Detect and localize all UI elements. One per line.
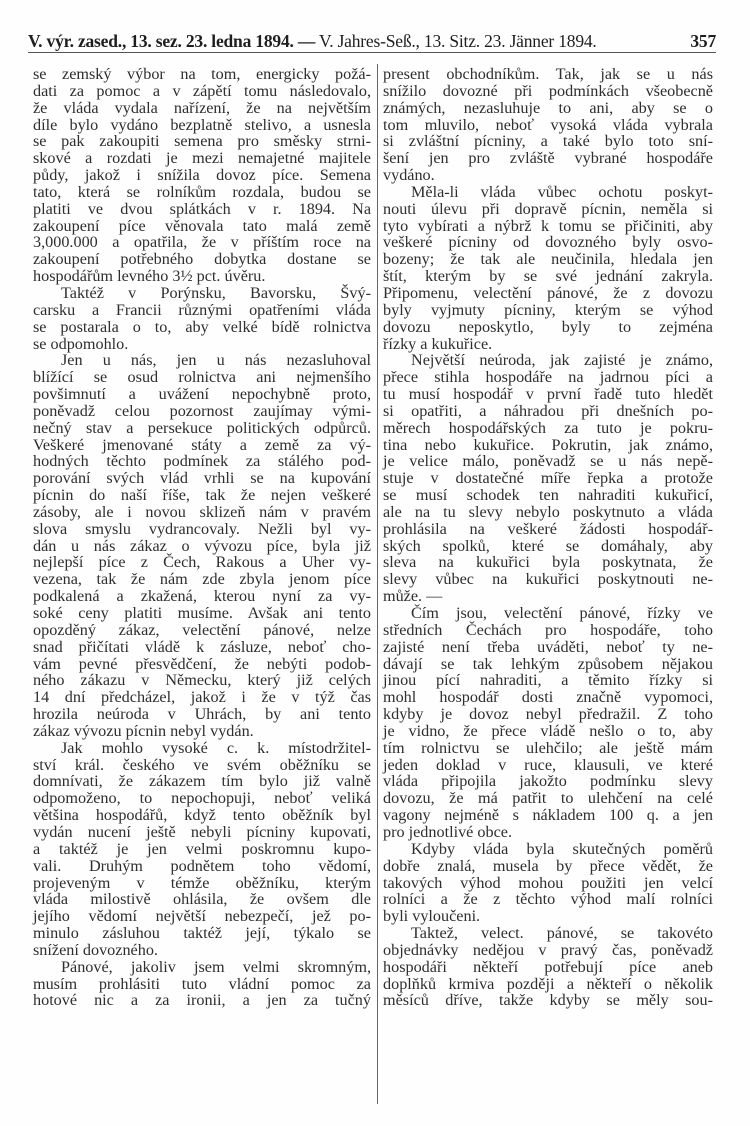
text-line: se pak zakoupiti semena pro směsky strni- xyxy=(33,132,371,151)
text-line: přece stihla hospodáře na jadrnou píci a xyxy=(383,368,713,387)
text-line: Taktež, velect. pánové, se takovéto xyxy=(411,924,713,943)
text-line: byli vyloučeni. xyxy=(383,907,481,926)
text-line: blížící se osud rolnictva ani nejmenšího xyxy=(33,368,371,387)
text-line: nejlepší píce z Čech, Rakous a Uher vy- xyxy=(33,553,371,572)
text-line: musím prohlásiti tuto vládní pomoc za xyxy=(33,974,371,993)
right-column xyxy=(383,66,713,1009)
text-line: pro jednotlivé obce. xyxy=(383,822,513,841)
text-line: Největší neúroda, jak zajisté je známo, xyxy=(411,351,713,370)
text-line: ného zákazu v Německu, který již celých xyxy=(33,671,371,690)
text-line: štít, kterým by se své jednání zakryla. xyxy=(383,267,713,286)
text-line: ale na tu slevy nebylo poskytnuto a vláda xyxy=(383,502,713,521)
text-line: se zemský výbor na tom, energicky požá- xyxy=(33,65,371,83)
text-line: soké ceny platiti musíme. Avšak ani tento xyxy=(33,604,371,622)
text-line: Jak mohlo vysoké c. k. místodržitel- xyxy=(61,738,371,757)
text-line: podkalená a zkažená, kterou nyní za vy- xyxy=(33,587,371,606)
text-line: si opatřiti, a náhradou při dnešních po- xyxy=(383,401,713,420)
text-line: půdy, jakož i snížila dovoz píce. Semena xyxy=(33,166,371,185)
text-line: většina hospodářů, když tento oběžník byl xyxy=(33,806,371,825)
text-line: bozeny; že tak ale neučinila, hledala jen xyxy=(383,250,713,269)
text-line: Čím jsou, velectění pánové, řízky ve xyxy=(411,604,713,622)
text-line: domnívati, že zákazem tím bylo již valně xyxy=(33,772,371,791)
text-line: Měla-li vláda vůbec ochotu poskyt- xyxy=(411,182,713,201)
text-line: nouti úlevu při dopravě pícnin, neměla si xyxy=(383,199,713,218)
text-line: dovozu neposkytlo, byly to zejména xyxy=(383,317,713,336)
running-header xyxy=(28,30,716,53)
text-line: hodných těchto podmínek za stálého pod- xyxy=(33,452,371,471)
text-line: snad přičítati vládě k zásluze, neboť cho- xyxy=(33,637,371,656)
text-line: měrech hospodářských za tuto je pokru- xyxy=(383,418,713,437)
text-line: jinou pící nahraditi, a těmito řízky si xyxy=(383,671,713,690)
text-line: vydáno. xyxy=(383,166,435,185)
text-line: tu musí hospodář v první řadě tuto hledět xyxy=(383,385,713,404)
text-line: dati za pomoc a v zápětí tomu následovalo, xyxy=(33,81,371,100)
text-line: 3,000.000 a opatřila, že v příštím roce na xyxy=(33,233,371,252)
text-line: Kdyby vláda byla skutečných poměrů xyxy=(411,839,713,858)
left-column xyxy=(33,66,371,1009)
text-line: zakoupení potřebného dobytka dostane se xyxy=(33,250,371,269)
text-line: může. — xyxy=(383,587,443,606)
text-line: vydán nucení ještě nebyli pícniny kupovati, xyxy=(33,822,371,841)
text-line: Připomenu, velectění pánové, že z dovozu xyxy=(383,283,713,302)
text-line: vláda milostivě ohlásila, že ovšem dle xyxy=(33,890,371,909)
text-line: jeden doklad v ruce, klausuli, ve které xyxy=(383,755,713,774)
text-line: že vláda vydala nařízení, že na největším xyxy=(33,98,371,117)
text-line: vláda připojila jakožto podmínku slevy xyxy=(383,772,713,791)
text-line: Veškeré jmenované státy a země za vý- xyxy=(33,435,371,454)
text-line: platiti ve dvou splátkách v r. 1894. Na xyxy=(33,199,371,218)
text-line: mohl hospodář dosti značně vypomoci, xyxy=(383,688,713,707)
text-line: zákaz vývozu pícnin nebyl vydán. xyxy=(33,721,254,740)
text-line: díle bylo vydáno bezplatně stelivo, a usnesla xyxy=(33,115,371,134)
text-line: jejího vědomí největší nebezpečí, jež po- xyxy=(33,907,371,926)
column-divider xyxy=(377,64,378,1104)
text-line: doplňků krmiva později a někteří o několik xyxy=(383,974,713,993)
text-line: ství král. českého ve svém oběžníku se xyxy=(33,755,371,774)
text-line: známých, nezasluhuje to ani, aby se o xyxy=(383,98,713,117)
page-number: 357 xyxy=(690,31,716,51)
text-line: dobře znalá, musela by přece vědět, že xyxy=(383,856,713,875)
text-line: hotové nic a za ironii, a jen za tučný xyxy=(33,991,371,1010)
text-line: poněvadž celou pozornost zaujímay vými- xyxy=(33,401,371,420)
text-line: ských spolků, které se domáhaly, aby xyxy=(383,536,713,555)
text-line: řízky a kukuřice. xyxy=(383,334,493,353)
text-line: carsku a Francii různými opatřeními vláda xyxy=(33,300,371,319)
text-line: objednávky nedějou v pravý čas, poněvadž xyxy=(383,940,713,959)
text-line: Jen u nás, jen u nás nezasluhoval xyxy=(61,351,371,370)
text-line: sleva na kukuřici byla poskytnata, že xyxy=(383,553,713,572)
text-line: skové a rozdati je mezi nemajetné majitele xyxy=(33,149,371,168)
text-line: dávají se tak lehkým způsobem nějakou xyxy=(383,654,713,673)
text-line: zajisté není třeba uváděti, neboť ty ne- xyxy=(383,637,713,656)
text-line: středních Čechách pro hospodáře, toho xyxy=(383,620,713,639)
text-line: hospodářům levného 3½ pct. úvěru. xyxy=(33,267,266,286)
text-line: nečný stav a persekuce politických odpůrců. xyxy=(33,418,371,437)
text-line: stuje v dostatečné míře řepka a protože xyxy=(383,469,713,488)
text-line: vezena, tak že nám zde zbyla jenom píce xyxy=(33,570,371,589)
text-line: pícnin do naší říše, tak že nejen veškeré xyxy=(33,486,371,505)
text-line: zásoby, ale i novou sklizeň nám v pravém xyxy=(33,502,371,521)
text-line: hrozila neúroda v Uhrách, by ani tento xyxy=(33,705,371,724)
text-line: tom mluvilo, neboť vysoká vláda vybrala xyxy=(383,115,713,134)
text-line: tyto vybírati a nýbrž k tomu se přičiniti, aby xyxy=(383,216,713,235)
text-line: byly vyjmuty pícniny, kterým se výhod xyxy=(383,300,713,319)
text-line: zakoupení píce věnovala tato malá země xyxy=(33,216,371,235)
text-line: tato, která se rolníkům rozdala, budou se xyxy=(33,182,371,201)
text-line: Pánové, jakoliv jsem velmi skromným, xyxy=(61,957,371,976)
text-line: porování svých vlád vrhli se na kupování xyxy=(33,469,371,488)
text-line: tím rolnictvu se ulehčilo; ale ještě mám xyxy=(383,738,713,757)
text-line: Taktéž v Porýnsku, Bavorsku, Švý- xyxy=(61,283,371,302)
text-line: se musí schodek ten nahraditi kukuřicí, xyxy=(383,486,713,505)
text-line: dovozu, že má patřit to ulehčení na celé xyxy=(383,789,713,808)
text-line: veškeré pícniny od dovozného byly osvo- xyxy=(383,233,713,252)
text-line: hospodáři někteří potřebují píce aneb xyxy=(383,957,713,976)
text-line: slevy vůbec na kukuřici poskytnouti ne- xyxy=(383,570,713,589)
text-line: rolníci a že z těchto výhod malí rolníci xyxy=(383,890,713,909)
text-line: je vidno, že přece vládě nešlo o to, aby xyxy=(383,721,713,740)
text-line: snížení dovozného. xyxy=(33,940,158,959)
header-czech: V. výr. zased., 13. sez. 23. ledna 1894. — xyxy=(28,31,316,51)
text-line: opozděný zákaz, velectění pánové, nelze xyxy=(33,620,371,639)
text-line: 14 dní předcházel, jakož i že v týž čas xyxy=(33,688,371,707)
text-line: projeveným v témže oběžníku, kterým xyxy=(33,873,371,892)
text-line: present obchodníkům. Tak, jak se u nás xyxy=(383,65,713,83)
text-line: tina nebo kukuřice. Pokrutin, jak známo, xyxy=(383,435,713,454)
text-line: vali. Druhým podnětem toho vědomí, xyxy=(33,856,371,875)
header-german: V. Jahres-Seß., 13. Sitz. 23. Jänner 1894. xyxy=(319,31,597,51)
text-line: je velice málo, poněvadž se u nás nepě- xyxy=(383,452,713,471)
text-line: vám pevné přesvědčení, že nebýti podob- xyxy=(33,654,371,673)
text-line: si zvláštní pícniny, a také bylo toto sní- xyxy=(383,132,713,151)
text-line: kdyby je dovoz nebyl předražil. Z toho xyxy=(383,705,713,724)
text-line: povšimnutí a uvážení nepochybně proto, xyxy=(33,385,371,404)
text-line: se odpomohlo. xyxy=(33,334,129,353)
text-line: a taktéž je jen velmi poskromnu kupo- xyxy=(33,839,371,858)
text-line: takových výhod mohou použiti jen velcí xyxy=(383,873,713,892)
text-line: dán u nás zákaz o vývozu píce, byla již xyxy=(33,536,371,555)
text-line: slova smyslu vydrancovaly. Nežli byl vy- xyxy=(33,519,371,538)
text-line: vagony nejméně s nákladem 100 q. a jen xyxy=(383,806,713,825)
text-line: prohlásila na veškeré žádosti hospodář- xyxy=(383,519,713,538)
text-line: se postarala o to, aby velké bídě rolnictva xyxy=(33,317,371,336)
text-line: snížilo dovozné při podmínkách všeobecně xyxy=(383,81,713,100)
text-line: měsíců dříve, takže kdyby se měly sou- xyxy=(383,991,713,1010)
text-line: odpomoženo, to nepochopuji, neboť veliká xyxy=(33,789,371,808)
text-line: minulo zásluhou taktéž její, týkalo se xyxy=(33,924,371,943)
text-line: šení jen pro zvláště vybrané hospodáře xyxy=(383,149,713,168)
